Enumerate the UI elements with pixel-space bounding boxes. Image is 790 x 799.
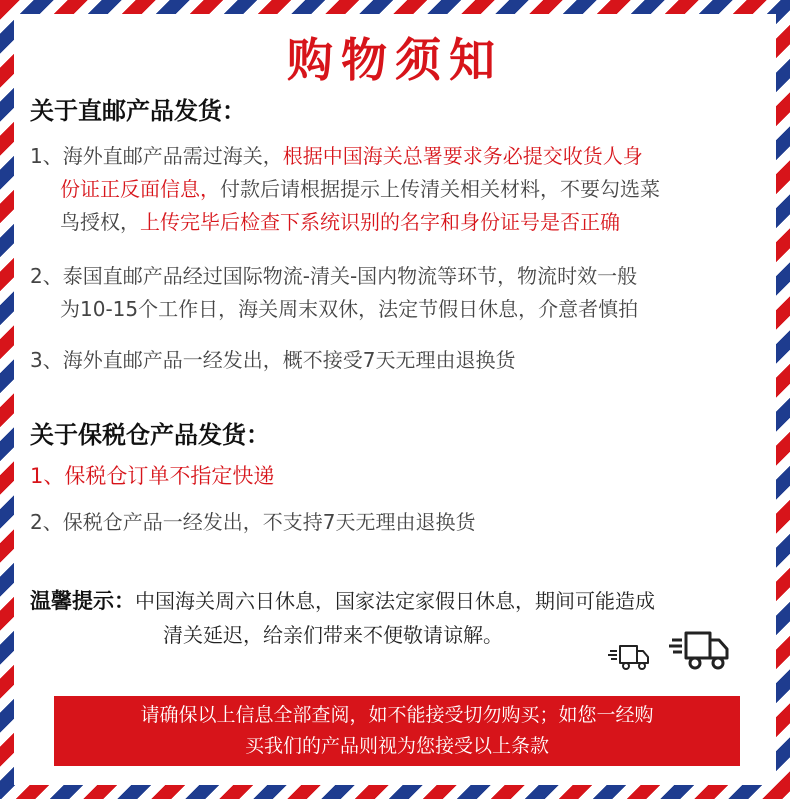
bonded-item-2-line: 2、保税仓产品一经发出，不支持7天无理由退换货	[30, 510, 476, 534]
bonded-item-1	[30, 460, 760, 493]
terms-banner-line-1: 请确保以上信息全部查阅，如不能接受切勿购买；如您一经购	[140, 704, 654, 726]
warm-tip-line-1: 中国海关周六日休息，国家法定家假日休息，期间可能造成	[135, 589, 655, 613]
direct-mail-item-1	[30, 140, 760, 239]
item-2-line-2: 为10-15个工作日，海关周末双休，法定节假日休息，介意者慎拍	[60, 297, 639, 321]
warm-tip	[30, 584, 770, 652]
item-1-text-cont: 付款后请根据提示上传清关相关材料，不要勾选菜	[220, 177, 660, 201]
bonded-item-2	[30, 506, 760, 539]
notice-card	[14, 14, 776, 785]
item-1-warning: 根据中国海关总署要求务必提交收货人身	[282, 144, 643, 168]
item-1-warning-cont: 份证正反面信息，	[60, 177, 220, 201]
delivery-truck-icon	[608, 642, 650, 672]
direct-mail-item-2	[30, 260, 760, 326]
item-2-line-1: 2、泰国直邮产品经过国际物流-清关-国内物流等环节，物流时效一般	[30, 264, 638, 288]
section-heading-bonded-warehouse: 关于保税仓产品发货：	[30, 421, 270, 449]
item-3-line: 3、海外直邮产品一经发出，概不接受7天无理由退换货	[30, 348, 516, 372]
terms-banner	[54, 696, 740, 766]
section-heading-direct-mail: 关于直邮产品发货：	[30, 97, 246, 125]
delivery-truck-icon	[668, 628, 730, 672]
item-1-warning-end: 上传完毕后检查下系统识别的名字和身份证号是否正确	[140, 210, 620, 234]
warm-tip-label: 温馨提示：	[30, 589, 135, 613]
page-title: 购物须知	[287, 33, 503, 87]
bonded-item-1-line: 1、保税仓订单不指定快递	[30, 464, 275, 488]
item-1-text-end: 鸟授权，	[60, 210, 140, 234]
direct-mail-item-3	[30, 344, 760, 377]
terms-banner-line-2: 买我们的产品则视为您接受以上条款	[244, 735, 549, 757]
item-1-text: 1、海外直邮产品需过海关，	[30, 144, 283, 168]
warm-tip-line-2: 清关延迟，给亲们带来不便敬请谅解。	[163, 623, 503, 647]
